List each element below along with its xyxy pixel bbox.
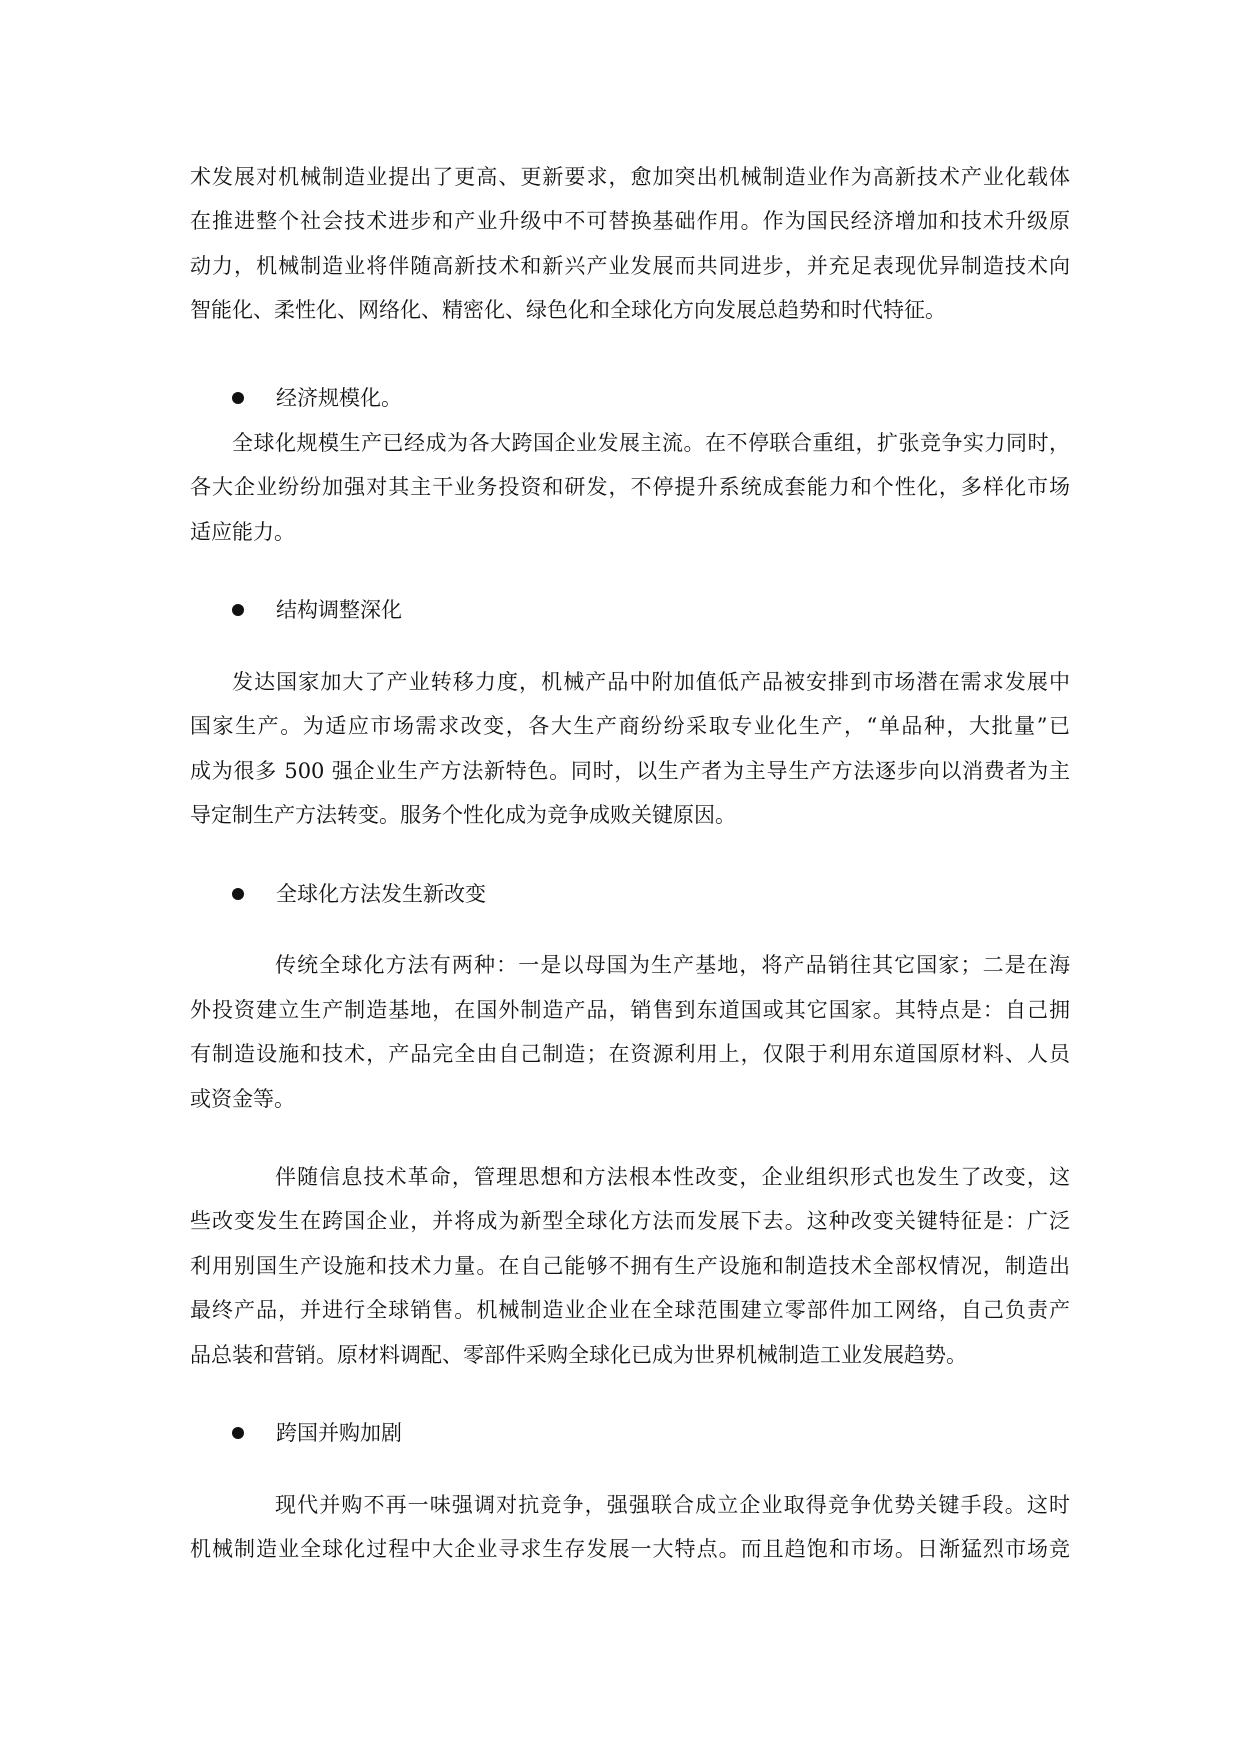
paragraph-line: 品总装和营销。原材料调配、零部件采购全球化已成为世界机械制造工业发展趋势。 xyxy=(190,1343,967,1367)
paragraph-line: 利用别国生产设施和技术力量。在自己能够不拥有生产设施和制造技术全部权情况，制造出 xyxy=(190,1254,1070,1278)
paragraph-line: 在推进整个社会技术进步和产业升级中不可替换基础作用。作为国民经济增加和技术升级原 xyxy=(190,209,1070,233)
bullet-dot-icon xyxy=(232,604,244,616)
paragraph-line: 发达国家加大了产业转移力度，机械产品中附加值低产品被安排到市场潜在需求发展中 xyxy=(232,670,1070,694)
paragraph-line: 术发展对机械制造业提出了更高、更新要求，愈加突出机械制造业作为高新技术产业化载体 xyxy=(190,165,1070,189)
paragraph-line: 最终产品，并进行全球销售。机械制造业企业在全球范围建立零部件加工网络，自己负责产 xyxy=(190,1298,1070,1322)
paragraph-line: 机械制造业全球化过程中大企业寻求生存发展一大特点。而且趋饱和市场。日渐猛烈市场竞 xyxy=(190,1537,1070,1561)
paragraph-line: 全球化规模生产已经成为各大跨国企业发展主流。在不停联合重组，扩张竞争实力同时， xyxy=(232,431,1070,455)
paragraph-line: 或资金等。 xyxy=(190,1087,295,1111)
paragraph-line: 动力，机械制造业将伴随高新技术和新兴产业发展而共同进步，并充足表现优异制造技术向 xyxy=(190,254,1070,278)
bullet-heading: 跨国并购加剧 xyxy=(276,1421,402,1445)
paragraph-line: 外投资建立生产制造基地，在国外制造产品，销售到东道国或其它国家。其特点是：自己拥 xyxy=(190,998,1070,1022)
bullet-heading: 全球化方法发生新改变 xyxy=(276,882,486,906)
paragraph-line: 有制造设施和技术，产品完全由自己制造；在资源利用上，仅限于利用东道国原材料、人员 xyxy=(190,1042,1070,1066)
paragraph-line: 国家生产。为适应市场需求改变，各大生产商纷纷采取专业化生产，“单品种，大批量”已 xyxy=(190,714,1070,738)
paragraph-line: 现代并购不再一味强调对抗竞争，强强联合成立企业取得竞争优势关键手段。这时 xyxy=(275,1493,1070,1517)
paragraph-line: 成为很多 500 强企业生产方法新特色。同时，以生产者为主导生产方法逐步向以消费者为主 xyxy=(190,759,1070,783)
bullet-heading: 经济规模化。 xyxy=(276,386,402,410)
paragraph-line: 导定制生产方法转变。服务个性化成为竞争成败关键原因。 xyxy=(190,803,736,827)
paragraph-line: 智能化、柔性化、网络化、精密化、绿色化和全球化方向发展总趋势和时代特征。 xyxy=(190,298,946,322)
paragraph-line: 些改变发生在跨国企业，并将成为新型全球化方法而发展下去。这种改变关键特征是：广泛 xyxy=(190,1209,1070,1233)
paragraph-line: 各大企业纷纷加强对其主干业务投资和研发，不停提升系统成套能力和个性化，多样化市场 xyxy=(190,475,1070,499)
paragraph-line: 传统全球化方法有两种：一是以母国为生产基地，将产品销往其它国家；二是在海 xyxy=(275,953,1070,977)
bullet-dot-icon xyxy=(232,888,244,900)
paragraph-line: 适应能力。 xyxy=(190,520,295,544)
bullet-heading: 结构调整深化 xyxy=(276,598,402,622)
bullet-dot-icon xyxy=(232,1427,244,1439)
bullet-dot-icon xyxy=(232,392,244,404)
paragraph-line: 伴随信息技术革命，管理思想和方法根本性改变，企业组织形式也发生了改变，这 xyxy=(275,1165,1070,1189)
